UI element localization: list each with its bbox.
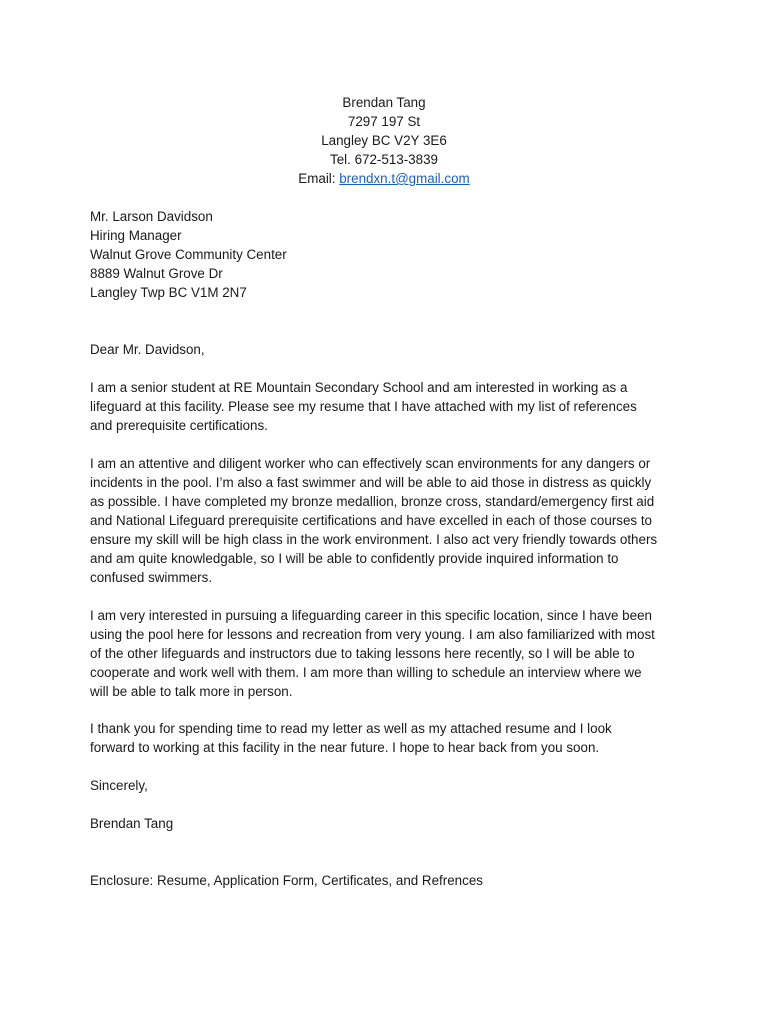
body-paragraph-2	[90, 454, 682, 587]
signature-name: Brendan Tang	[90, 816, 174, 831]
sender-email-line	[0, 169, 768, 188]
recipient-address-block	[90, 207, 690, 302]
paragraph-line: ensure my skill will be high class in the work environment. I also act very friendly towards others	[90, 532, 658, 547]
enclosure-line: Enclosure: Resume, Application Form, Certificates, and Refrences	[90, 873, 483, 888]
paragraph-line: I am a senior student at RE Mountain Secondary School and am interested in working as a	[90, 380, 628, 395]
body-paragraph-1	[90, 378, 682, 435]
recipient-organization: Walnut Grove Community Center	[90, 247, 287, 262]
salutation: Dear Mr. Davidson,	[90, 342, 205, 357]
recipient-city: Langley Twp BC V1M 2N7	[90, 285, 247, 300]
paragraph-line: cooperate and work well with them. I am more than willing to schedule an interview where we	[90, 665, 642, 680]
recipient-name: Mr. Larson Davidson	[90, 209, 213, 224]
sender-email-link[interactable]: brendxn.t@gmail.com	[339, 171, 470, 186]
paragraph-line: I am an attentive and diligent worker who can effectively scan environments for any dangers or	[90, 456, 651, 471]
body-paragraph-3	[90, 606, 682, 701]
paragraph-line: I am very interested in pursuing a lifeguarding career in this specific location, since I have been	[90, 608, 652, 623]
sender-phone: Tel. 672-513-3839	[330, 152, 438, 167]
paragraph-line: lifeguard at this facility. Please see my resume that I have attached with my list of references	[90, 399, 637, 414]
paragraph-line: using the pool here for lessons and recreation from very young. I am also familiarized with most	[90, 627, 655, 642]
paragraph-line: forward to working at this facility in the near future. I hope to hear back from you soon.	[90, 740, 600, 755]
sender-name: Brendan Tang	[342, 95, 426, 110]
sender-email-label: Email:	[298, 171, 340, 186]
paragraph-line: as possible. I have completed my bronze medallion, bronze cross, standard/emergency first aid	[90, 494, 655, 509]
paragraph-line: confused swimmers.	[90, 570, 213, 585]
recipient-street: 8889 Walnut Grove Dr	[90, 266, 223, 281]
paragraph-line: and am quite knowledgable, so I will be able to confidently provide inquired information to	[90, 551, 619, 566]
paragraph-line: incidents in the pool. I’m also a fast swimmer and will be able to aid those in distress as quickly	[90, 475, 652, 490]
paragraph-line: will be able to talk more in person.	[90, 684, 293, 699]
sender-address-block	[0, 93, 768, 188]
paragraph-line: and National Lifeguard prerequisite certifications and have excelled in each of those courses to	[90, 513, 653, 528]
paragraph-line: and prerequisite certifications.	[90, 418, 268, 433]
paragraph-line: of the other lifeguards and instructors due to taking lessons here recently, so I will be able to	[90, 646, 635, 661]
paragraph-line: I thank you for spending time to read my letter as well as my attached resume and I look	[90, 721, 612, 736]
recipient-title: Hiring Manager	[90, 228, 182, 243]
sender-city: Langley BC V2Y 3E6	[321, 133, 447, 148]
body-paragraph-4	[90, 719, 682, 757]
closing: Sincerely,	[90, 778, 148, 793]
sender-street: 7297 197 St	[347, 114, 421, 129]
